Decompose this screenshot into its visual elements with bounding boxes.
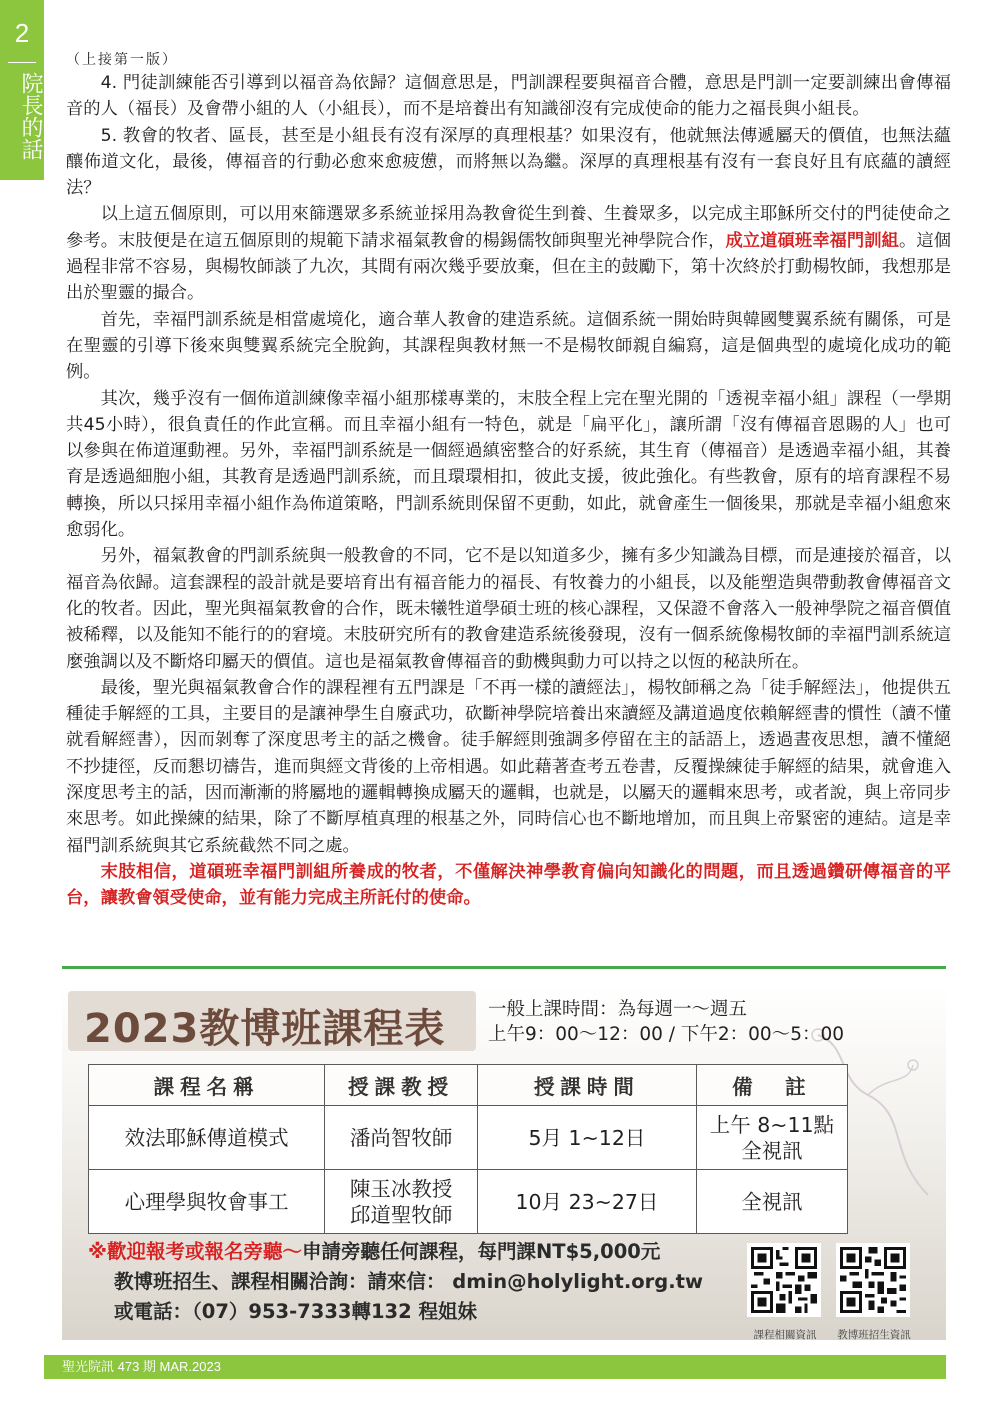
professor-line: 邱道聖牧師 [349,1202,453,1227]
table-row [89,1106,848,1170]
side-divider [8,62,36,63]
paragraph-7: 最後，聖光與福氣教會合作的課程裡有五門課是「不再一樣的讀經法」，楊牧師稱之為「徒手解經法」，他提供五種徒手解經的工具，主要目的是讓神學生自廢武功，砍斷神學院培養出來讀經及講道過度依賴解經書的慣性（讀不懂就看解經書），因而剝奪了深度思考主的話之機會。徒手解經則強調多停留在主的話語上，透過晝夜思想，讀不懂絕不抄捷徑，反而懇切禱告，進而與經文背後的上帝相遇。如此藉著查考五卷書，反覆操練徒手解經的結果，就會進入深度思考主的話，因而漸漸的將屬地的邏輯轉換成屬天的邏輯，也就是，以屬天的邏輯來思考，或者說，與上帝同步來思考。如此操練的結果，除了不斷厚植真理的根基之外，同時信心也不斷地增加，而且與上帝緊密的連結。這是幸福門訓系統與其它系統截然不同之處。 [66,677,951,856]
remarks [696,1170,847,1234]
continued-note: （上接第一版） [66,52,178,68]
header-course-name: 課程名稱 [89,1065,325,1106]
paragraph-2: 5. 教會的牧者、區長，甚至是小組長有沒有深厚的真理根基？如果沒有，他就無法傳遞屬天的價值，也無法蘊釀佈道文化，最後，傳福音的行動必愈來愈疲憊，而將無以為繼。深厚的真理根基有沒有一套良好且有底蘊的讀經法？ [66,125,951,199]
footer-bar [44,1355,946,1379]
article-body [66,50,951,912]
page-number: 2 [14,18,30,48]
class-hours-line-1: 一般上課時間：為每週一～週五 [488,999,748,1020]
professor [325,1106,478,1170]
paragraph-6: 另外，福氣教會的門訓系統與一般教會的不同，它不是以知道多少，擁有多少知識為目標，而是連接於福音，以福音為依歸。這套課程的設計就是要培育出有福音能力的福長、有牧養力的小組長，以及能塑造與帶動教會傳福音文化的牧者。因此，聖光與福氣教會的合作，既未犧牲道學碩士班的核心課程，又保證不會落入一般神學院之福音價值被稀釋，以及能知不能行的的窘境。末肢研究所有的教會建造系統後發現，沒有一個系統像楊牧師的幸福門訓系統這麼強調以及不斷烙印屬天的價值。這也是福氣教會傳福音的動機與動力可以持之以恆的秘訣所在。 [66,546,951,672]
professor [325,1170,478,1234]
course-schedule-panel [62,985,946,1340]
contact-email[interactable]: 教博班招生、課程相關洽詢：請來信： dmin@holylight.org.tw [114,1270,703,1293]
paragraph-4: 首先，幸福門訓系統是相當處境化，適合華人教會的建造系統。這個系統一開始時與韓國雙翼系統有關係，可是在聖靈的引導下後來與雙翼系統完全脫鉤，其課程與教材無一不是楊牧師親自編寫，這是個典型的處境化成功的範例。 [66,309,951,383]
footer-issue-text: 聖光院訊 473 期 MAR.2023 [62,1359,221,1374]
class-hours-line-2: 上午9：00～12：00 / 下午2：00～5：00 [488,1024,845,1045]
header-schedule: 授課時間 [478,1065,697,1106]
remarks [696,1106,847,1170]
highlight-phrase: 成立道碩班幸福門訓組 [725,230,899,251]
admissions-qr[interactable] [836,1243,912,1340]
qr-code-icon [747,1243,821,1317]
professor-line: 陳玉冰教授 [349,1176,453,1201]
remarks-line: 全視訊 [741,1189,803,1214]
closing-statement: 末肢相信，道碩班幸福門訓組所養成的牧者，不僅解決神學教育偏向知識化的問題，而且透過鑽研傳福音的平台，讓教會領受使命，並有能力完成主所託付的使命。 [66,861,951,909]
table-header-row [89,1065,848,1106]
remarks-line: 全視訊 [741,1138,803,1163]
audit-note-highlight: ※歡迎報考或報名旁聽～ [88,1240,302,1263]
paragraph-5: 其次，幾乎沒有一個佈道訓練像幸福小組那樣專業的，末肢全程上完在聖光開的「透視幸福小組」課程（一學期共45小時），很負責任的作此宣稱。而且幸福小組有一特色，就是「扁平化」，讓所謂「沒有傳福音恩賜的人」也可以參與在佈道運動裡。另外，幸福門訓系統是一個經過縝密整合的好系統，其生育（傳福音）是透過幸福小組，其養育是透過細胞小組，其教育是透過門訓系統，而且環環相扣，彼此支援，彼此強化。有些教會，原有的培育課程不易轉換，所以只採用幸福小組作為佈道策略，門訓系統則保留不更動，如此，就會產生一個後果，那就是幸福小組愈來愈弱化。 [66,388,951,541]
remarks-line: 上午 8~11點 [709,1112,835,1137]
class-hours [488,997,844,1047]
qr-code-icon [836,1243,910,1317]
contact-phone: 或電話：（07）953-7333轉132 程姐妹 [114,1300,477,1323]
paragraph-1: 4. 門徒訓練能否引導到以福音為依歸？這個意思是，門訓課程要與福音合體，意思是門訓一定要訓練出會傳福音的人（福長）及會帶小組的人（小組長），而不是培養出有知識卻沒有完成使命的能力之福長與小組長。 [66,73,951,120]
qr-label: 課程相關資訊 [753,1329,817,1340]
section-title: 院長的話 [18,72,43,160]
course-name: 心理學與牧會事工 [89,1170,325,1234]
enrollment-info [88,1237,703,1327]
audit-note [88,1237,703,1267]
paragraph-3-post: 。這個過程非常不容易，與楊牧師談了九次，其間有兩次幾乎要放棄，但在主的鼓勵下，第十次終於打動楊牧師，我想那是出於聖靈的撮合。 [66,230,951,304]
audit-note-fee: 申請旁聽任何課程，每門課NT$5,000元 [301,1240,661,1263]
header-remarks: 備 註 [696,1065,847,1106]
course-title: 2023教博班課程表 [84,1006,446,1052]
professor-line: 潘尚智牧師 [349,1125,453,1150]
paragraph-3-pre: 以上這五個原則，可以用來篩選眾多系統並採用為教會從生到養、生養眾多，以完成主耶穌所交付的門徒使命之參考。末肢便是在這五個原則的規範下請求福氣教會的楊錫儒牧師與聖光神學院合作， [66,204,951,251]
section-divider [62,966,946,969]
paragraph-3 [66,201,951,306]
table-row [89,1170,848,1234]
schedule: 5月 1~12日 [478,1106,697,1170]
header-professor: 授課教授 [325,1065,478,1106]
course-info-qr[interactable] [747,1243,823,1340]
schedule: 10月 23~27日 [478,1170,697,1234]
course-table [88,1064,848,1234]
side-tab [0,0,44,180]
course-name: 效法耶穌傳道模式 [89,1106,325,1170]
qr-label: 教博班招生資訊 [837,1329,911,1340]
